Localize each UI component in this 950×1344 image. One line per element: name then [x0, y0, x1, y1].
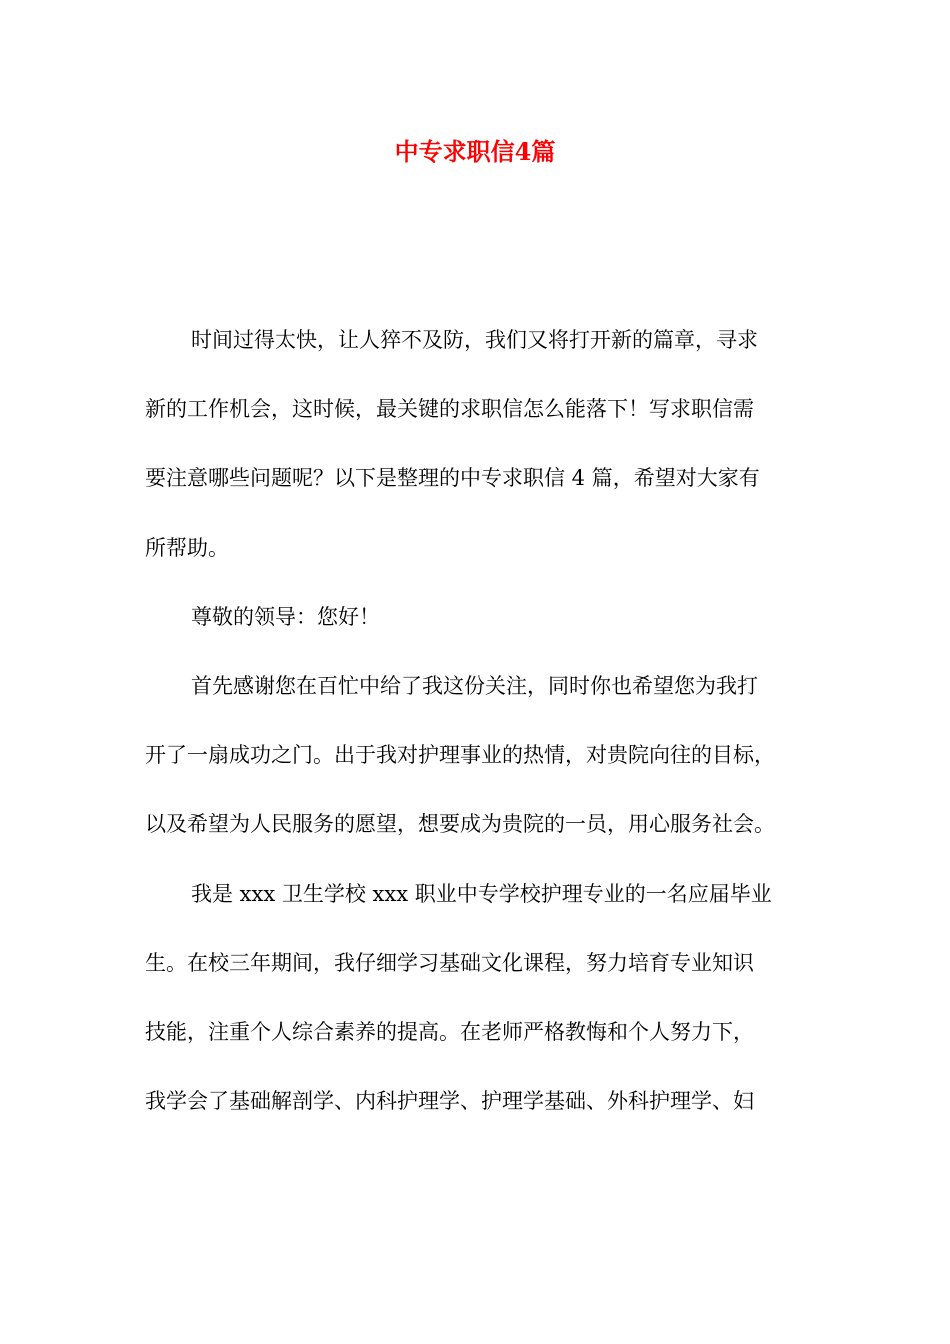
- paragraph-line: 生。在校三年期间，我仔细学习基础文化课程，努力培育专业知识: [145, 950, 754, 975]
- document-body: [145, 320, 810, 1150]
- paragraph-line: 所帮助。: [145, 535, 229, 560]
- paragraph-line: 开了一扇成功之门。出于我对护理事业的热情，对贵院向往的目标，: [145, 743, 775, 768]
- paragraph-line: 时间过得太快，让人猝不及防，我们又将打开新的篇章，寻求: [191, 328, 758, 352]
- salutation-line: 尊敬的领导：您好！: [191, 604, 380, 629]
- paragraph-line: 我是 xxx 卫生学校 xxx 职业中专学校护理专业的一名应届毕业: [191, 881, 772, 906]
- paragraph-line: 以及希望为人民服务的愿望，想要成为贵院的一员，用心服务社会。: [145, 812, 775, 837]
- paragraph-line: 要注意哪些问题呢？以下是整理的中专求职信 4 篇，希望对大家有: [145, 466, 760, 491]
- paragraph-line: 我学会了基础解剖学、内科护理学、护理学基础、外科护理学、妇: [145, 1089, 754, 1114]
- paragraph-line: 首先感谢您在百忙中给了我这份关注，同时你也希望您为我打: [191, 673, 758, 698]
- document-title: 中专求职信4篇: [394, 137, 556, 166]
- paragraph-line: 新的工作机会，这时候，最关键的求职信怎么能落下！写求职信需: [145, 397, 754, 422]
- paragraph-line: 技能，注重个人综合素养的提高。在老师严格教悔和个人努力下，: [145, 1019, 754, 1044]
